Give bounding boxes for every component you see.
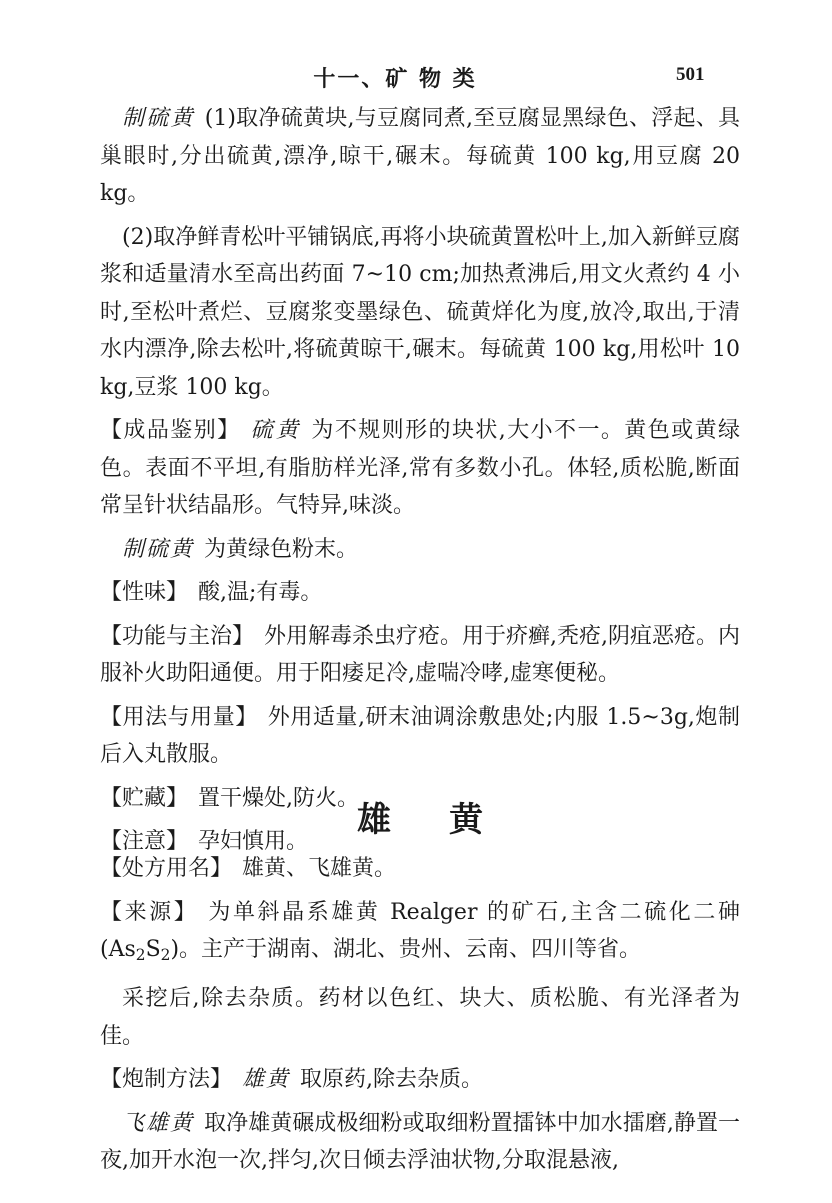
- functions-indications: [100, 618, 740, 693]
- paragraph-text: 为单斜晶系雄黄 Realger 的矿石,主含二硫化二砷(As: [100, 899, 740, 962]
- levigated-realgar-label: 飞雄黄: [122, 1110, 195, 1136]
- realgar-section-heading: 雄黄: [357, 800, 541, 840]
- subscript: 2: [160, 945, 171, 964]
- processing-methods: [100, 1061, 740, 1099]
- processing-method-1: [100, 100, 740, 213]
- processed-sulfur-description: [100, 531, 740, 569]
- paragraph-text: 孕妇慎用。: [198, 829, 309, 854]
- paragraph-text: (1)取净硫黄块,与豆腐同煮,至豆腐显黑绿色、浮起、具巢眼时,分出硫黄,漂净,晾干,碾末。每硫黄 100 kg,用豆腐 20 kg。: [100, 106, 740, 206]
- paragraph-text: )。主产于湖南、湖北、贵州、云南、四川等省。: [170, 937, 642, 962]
- section-tag: 【处方用名】: [100, 856, 233, 881]
- section-tag: 【贮藏】: [100, 785, 189, 811]
- section-tag: 【用法与用量】: [100, 704, 258, 730]
- section-tag: 【功能与主治】: [100, 623, 255, 649]
- usage-dosage: [100, 699, 740, 774]
- levigated-realgar-method: [100, 1105, 740, 1180]
- paragraph-text: 外用适量,研末油调涂敷患处;内服 1.5~3g,炮制后入丸散服。: [100, 704, 740, 767]
- paragraph-text: S: [145, 937, 161, 962]
- processing-method-2: [100, 219, 740, 407]
- paragraph-text: 取原药,除去杂质。: [300, 1067, 484, 1093]
- section-tag: 【成品鉴别】: [100, 418, 241, 443]
- paragraph-text: 采挖后,除去杂质。药材以色红、块大、质松脆、有光泽者为佳。: [100, 986, 740, 1049]
- section-tag: 【来源】: [100, 899, 199, 925]
- page-number: 501: [676, 64, 705, 85]
- section-tag: 【炮制方法】: [100, 1067, 233, 1093]
- prescription-names: [100, 850, 740, 888]
- paragraph-text: 取净雄黄碾成极细粉或取细粉置擂钵中加水擂磨,静置一夜,加开水泡一次,拌匀,次日倾去浮油状物,分取混悬液,: [100, 1110, 740, 1174]
- source: [100, 894, 740, 975]
- paragraph-text: (2)取净鲜青松叶平铺锅底,再将小块硫黄置松叶上,加入新鲜豆腐浆和适量清水至高出药面 7~10 cm;加热煮沸后,用文火煮约 4 小时,至松叶煮烂、豆腐浆变墨绿色、硫黄烊化为度,放冷,取出,于清水内漂净,除去松叶,将硫黄晾干,碾末。每硫黄 100 kg,用松叶 10 kg,豆浆 100 kg。: [100, 224, 740, 400]
- nature-and-taste: [100, 574, 740, 612]
- processed-sulfur-label: 制硫黄: [122, 106, 195, 131]
- collection-note: [100, 980, 740, 1055]
- processed-sulfur-label: 制硫黄: [122, 536, 195, 562]
- paragraph-text: 置干燥处,防火。: [198, 785, 360, 811]
- section-tag: 【注意】: [100, 829, 189, 854]
- sulfur-section-body: [100, 100, 740, 867]
- paragraph-text: 雄黄、飞雄黄。: [242, 856, 397, 881]
- section-tag: 【性味】: [100, 580, 189, 605]
- realgar-label: 雄黄: [242, 1067, 291, 1093]
- paragraph-text: 外用解毒杀虫疗疮。用于疥癣,秃疮,阴疽恶疮。内服补火助阳通便。用于阳痿足冷,虚喘冷哮,虚寒便秘。: [100, 623, 741, 686]
- sulfur-label: 硫黄: [250, 418, 302, 443]
- paragraph-text: 为黄绿色粉末。: [204, 536, 359, 562]
- realgar-section-body: [100, 850, 740, 1186]
- subscript: 2: [135, 945, 146, 964]
- product-identification: [100, 412, 740, 525]
- paragraph-text: 为不规则形的块状,大小不一。黄色或黄绿色。表面不平坦,有脂肪样光泽,常有多数小孔。体轻,质松脆,断面常呈针状结晶形。气特异,味淡。: [100, 418, 740, 518]
- paragraph-text: 酸,温;有毒。: [198, 580, 323, 605]
- running-header-title: 十一、矿 物 类: [313, 66, 477, 92]
